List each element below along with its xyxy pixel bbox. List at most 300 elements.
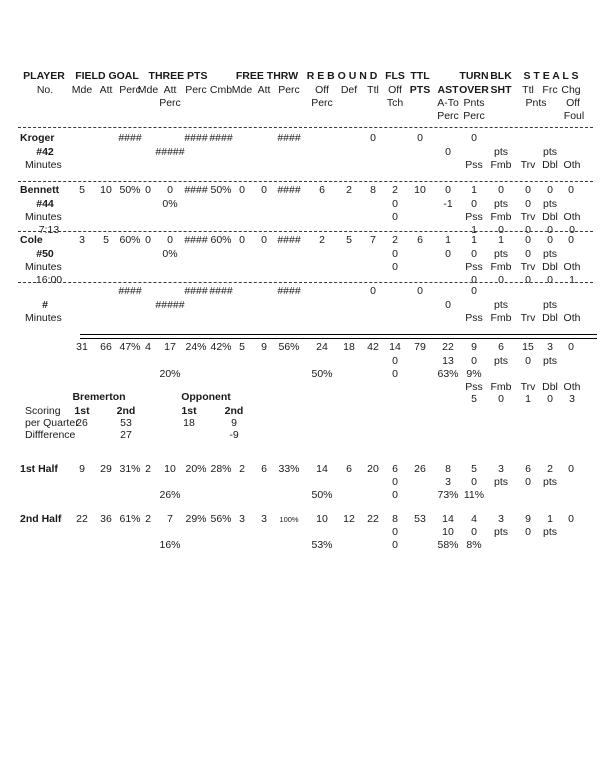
second-half-r1-tp_p: 29%: [185, 513, 207, 525]
first-half-r1-fg_p: 31%: [119, 463, 141, 475]
player-kroger-r2-blk: pts: [493, 146, 509, 158]
second-half-r3-ast: 58%: [437, 539, 459, 551]
player-cole-r3-to: Pss: [465, 261, 483, 273]
totals-r1-pts: 79: [414, 341, 426, 353]
player-kroger-r2-tp_a: #####: [155, 146, 185, 158]
totals-row-3: [0, 368, 600, 381]
player-bennett-r2-no: #44: [36, 198, 54, 210]
player-bennett-r2-tp_a: 0%: [162, 198, 178, 210]
player-bennett-row-2: [0, 198, 600, 211]
player-bennett-r1-st_f: 0: [547, 184, 553, 196]
player-kroger-r1-to: 0: [471, 132, 477, 144]
player-bennett-r4-oth: 0: [569, 224, 575, 236]
totals-r1-tp_m: 4: [145, 341, 151, 353]
scoring-r2-sc_b1: 1st: [74, 405, 90, 417]
first-half-r2-to: 0: [471, 476, 477, 488]
player-cole-r3-blk: Fmb: [490, 261, 512, 273]
totals-r5-to: 5: [471, 393, 477, 405]
player-cole-row-3: [0, 261, 600, 274]
header-row-2: [0, 84, 600, 97]
player-kroger-r3-to: Pss: [465, 159, 483, 171]
header-r1-grp_tp: THREE PTS: [148, 70, 208, 82]
totals-r1-st_t: 15: [522, 341, 534, 353]
totals-r1-st_f: 3: [547, 341, 553, 353]
player-bennett-r1-fls: 2: [392, 184, 398, 196]
second-half-r1-tp_a: 7: [167, 513, 173, 525]
second-half-r1-st_t: 9: [525, 513, 531, 525]
scoring-r1-sc_team1: Bremerton: [72, 391, 126, 403]
first-half-r2-blk: pts: [493, 476, 509, 488]
player-bennett-row-3: [0, 211, 600, 224]
header-r2-fls: Off: [388, 84, 402, 96]
totals-row-1: [0, 341, 600, 354]
header-r2-fg_p: Perc: [119, 84, 141, 96]
player-blank-row-2: [0, 299, 600, 312]
totals-separator-line: [80, 334, 597, 339]
player-cole-r3-fls: 0: [392, 261, 398, 273]
player-blank-r3-st_f: Dbl: [542, 312, 558, 324]
first-half-r1-fg_a: 29: [100, 463, 112, 475]
second-half-r1-rb_t: 22: [367, 513, 379, 525]
first-half-r1-tp_c: 28%: [210, 463, 232, 475]
player-bennett-r2-blk: pts: [493, 198, 509, 210]
totals-r4-to: Pss: [465, 381, 483, 393]
player-cole-r1-ft_a: 0: [261, 234, 267, 246]
totals-r5-st_f: 0: [547, 393, 553, 405]
player-kroger-row-1: [0, 132, 600, 145]
first-half-r1-rb_o: 14: [316, 463, 328, 475]
scoring-r4-sc_label: Diffference: [25, 429, 76, 441]
player-bennett-r4-time: 7:13: [38, 224, 60, 236]
first-half-r1-ft_p: 33%: [278, 463, 300, 475]
totals-r1-to: 9: [471, 341, 477, 353]
player-kroger-r1-pts: 0: [417, 132, 423, 144]
second-half-r2-fls: 0: [392, 526, 398, 538]
player-blank-r2-blk: pts: [493, 299, 509, 311]
player-bennett-r1-tp_p: ####: [184, 184, 208, 196]
player-cole-r1-fg_a: 5: [103, 234, 109, 246]
first-half-r3-to: 11%: [463, 489, 485, 501]
second-half-r3-to: 8%: [466, 539, 482, 551]
player-bennett-r2-ast: -1: [443, 198, 453, 210]
player-cole-r1-ast: 1: [445, 234, 451, 246]
player-kroger-r1-tp_c: ####: [209, 132, 233, 144]
header-r2-fg_a: Att: [99, 84, 113, 96]
second-half-r1-fg_m: 22: [76, 513, 88, 525]
player-kroger-r3-st_f: Dbl: [542, 159, 558, 171]
totals-r5-blk: 0: [498, 393, 504, 405]
second-half-r1-fg_p: 61%: [119, 513, 141, 525]
player-blank-r3-oth: Oth: [563, 312, 581, 324]
first-half-r1-rb_t: 20: [367, 463, 379, 475]
player-bennett-r3-blk: Fmb: [490, 211, 512, 223]
second-half-r1-tp_m: 2: [145, 513, 151, 525]
player-separator-line-4: [18, 282, 593, 283]
player-blank-r2-ast: 0: [445, 299, 451, 311]
player-blank-r3-st_t: Trv: [520, 312, 536, 324]
player-kroger-r1-fg_p: ####: [118, 132, 142, 144]
player-kroger-r2-no: #42: [36, 146, 54, 158]
player-cole-r1-rb_t: 7: [370, 234, 376, 246]
second-half-r3-tp_a: 16%: [159, 539, 181, 551]
player-cole-r1-fls: 2: [392, 234, 398, 246]
player-cole-r1-tp_a: 0: [167, 234, 173, 246]
player-cole-r1-rb_o: 2: [319, 234, 325, 246]
player-cole-r2-st_t: 0: [525, 248, 531, 260]
first-half-r1-tp_a: 10: [164, 463, 176, 475]
player-cole-r4-oth: 1: [569, 274, 575, 286]
header-r2-ft_m: Mde: [231, 84, 253, 96]
header-r2-pts: PTS: [409, 84, 431, 96]
totals-r1-st_c: 0: [568, 341, 574, 353]
player-cole-r4-to: 0: [471, 274, 477, 286]
player-cole-r2-tp_a: 0%: [162, 248, 178, 260]
player-cole-r1-to: 1: [471, 234, 477, 246]
header-row-4: [0, 110, 600, 123]
second-half-row-1: [0, 513, 600, 526]
header-r2-tp_a: Att: [163, 84, 177, 96]
first-half-row-2: [0, 476, 600, 489]
header-r3-fls: Tch: [386, 97, 404, 109]
header-r2-no: No.: [36, 84, 54, 96]
first-half-r1-blk: 3: [498, 463, 504, 475]
player-bennett-r1-tp_a: 0: [167, 184, 173, 196]
player-cole-r1-st_c: 0: [568, 234, 574, 246]
second-half-r1-fg_a: 36: [100, 513, 112, 525]
player-bennett-r1-st_c: 0: [568, 184, 574, 196]
second-half-r2-blk: pts: [493, 526, 509, 538]
player-bennett-r1-fg_m: 5: [79, 184, 85, 196]
player-cole-row-2: [0, 248, 600, 261]
totals-r1-rb_o: 24: [316, 341, 328, 353]
player-blank-r3-minutes: Minutes: [25, 312, 62, 324]
second-half-r1-fls: 8: [392, 513, 398, 525]
totals-r1-fg_a: 66: [100, 341, 112, 353]
player-kroger-r1-tp_p: ####: [184, 132, 208, 144]
header-r3-hdr_off: Off: [566, 97, 580, 109]
player-cole-r3-st_t: Trv: [520, 261, 536, 273]
scoring-r2-sc_o1: 1st: [181, 405, 197, 417]
player-separator-line-1: [18, 127, 593, 128]
player-kroger-r3-st_t: Trv: [520, 159, 536, 171]
player-bennett-r1-rb_t: 8: [370, 184, 376, 196]
scoring-r2-sc_o2: 2nd: [224, 405, 244, 417]
player-cole-r3-oth: Oth: [563, 261, 581, 273]
player-bennett-r1-rb_d: 2: [346, 184, 352, 196]
player-blank-r2-tp_a: #####: [155, 299, 185, 311]
header-r1-blk: BLK: [490, 70, 512, 82]
header-r1-grp_player: PLAYER: [23, 70, 65, 82]
totals-r1-ast: 22: [442, 341, 454, 353]
header-r1-grp_st: S T E A L S: [523, 70, 579, 82]
first-half-row-1: [0, 463, 600, 476]
player-blank-r1-fg_p: ####: [118, 285, 142, 297]
player-separator-line-3: [18, 231, 593, 232]
player-cole-r4-st_f: 0: [547, 274, 553, 286]
player-bennett-r1-blk: 0: [498, 184, 504, 196]
player-bennett-r2-st_f: pts: [542, 198, 558, 210]
scoring-r2-sc_b2: 2nd: [116, 405, 136, 417]
totals-r2-fls: 0: [392, 355, 398, 367]
scoring-r1-sc_team2: Opponent: [181, 391, 231, 403]
totals-r4-blk: Fmb: [490, 381, 512, 393]
player-cole-r1-fg_p: 60%: [119, 234, 141, 246]
player-blank-r1-pts: 0: [417, 285, 423, 297]
totals-r1-rb_d: 18: [343, 341, 355, 353]
header-r2-ast: AST: [437, 84, 459, 96]
totals-r2-ast: 13: [442, 355, 454, 367]
first-half-r1-tp_p: 20%: [185, 463, 207, 475]
player-cole-r1-tp_c: 60%: [210, 234, 232, 246]
player-bennett-r2-fls: 0: [392, 198, 398, 210]
header-r1-pts: TTL: [410, 70, 430, 82]
player-bennett-r3-minutes: Minutes: [25, 211, 62, 223]
player-bennett-r1-rb_o: 6: [319, 184, 325, 196]
player-bennett-r2-to: 0: [471, 198, 477, 210]
totals-r1-tp_a: 17: [164, 341, 176, 353]
player-bennett-r1-st_t: 0: [525, 184, 531, 196]
second-half-r1-to: 4: [471, 513, 477, 525]
totals-r4-st_t: Trv: [520, 381, 536, 393]
totals-r1-fg_p: 47%: [119, 341, 141, 353]
player-blank-r1-rb_t: 0: [370, 285, 376, 297]
scoring-r3-sc_b1: 26: [76, 417, 88, 429]
second-half-r1-blk: 3: [498, 513, 504, 525]
header-r1-to: TURN: [459, 70, 489, 82]
first-half-row-3: [0, 489, 600, 502]
player-kroger-r3-oth: Oth: [563, 159, 581, 171]
first-half-r3-ast: 73%: [437, 489, 459, 501]
totals-r1-ft_p: 56%: [278, 341, 300, 353]
totals-r5-st_t: 1: [525, 393, 531, 405]
first-half-r1-st_c: 0: [568, 463, 574, 475]
player-cole-r2-blk: pts: [493, 248, 509, 260]
first-half-r1-ft_a: 6: [261, 463, 267, 475]
header-r3-hdr_pnts2: Pnts: [525, 97, 547, 109]
first-half-r2-fls: 0: [392, 476, 398, 488]
first-half-r1-player: 1st Half: [20, 463, 58, 475]
second-half-r1-ast: 14: [442, 513, 454, 525]
second-half-row-3: [0, 539, 600, 552]
header-r2-st_c: Chg: [561, 84, 581, 96]
header-r2-rb_t: Ttl: [367, 84, 379, 96]
player-blank-r3-blk: Fmb: [490, 312, 512, 324]
player-bennett-r3-to: Pss: [465, 211, 483, 223]
first-half-r1-tp_m: 2: [145, 463, 151, 475]
totals-r1-ft_a: 9: [261, 341, 267, 353]
scoring-r3-sc_label: per Quarter: [25, 417, 79, 429]
totals-r3-tp_a: 20%: [159, 368, 181, 380]
player-cole-r2-ast: 0: [445, 248, 451, 260]
header-r4-to: Perc: [463, 110, 485, 122]
header-r1-grp_fg: FIELD GOAL: [75, 70, 139, 82]
totals-r5-oth: 3: [569, 393, 575, 405]
first-half-r1-to: 5: [471, 463, 477, 475]
totals-r2-to: 0: [471, 355, 477, 367]
player-blank-r1-tp_p: ####: [184, 285, 208, 297]
player-cole-r1-pts: 6: [417, 234, 423, 246]
first-half-r1-fls: 6: [392, 463, 398, 475]
player-bennett-r4-st_f: 0: [547, 224, 553, 236]
player-cole-r1-rb_d: 5: [346, 234, 352, 246]
header-row-3: [0, 97, 600, 110]
player-bennett-r1-fg_p: 50%: [119, 184, 141, 196]
first-half-r1-pts: 26: [414, 463, 426, 475]
header-r3-rb_o: Perc: [311, 97, 333, 109]
player-kroger-r2-ast: 0: [445, 146, 451, 158]
totals-r4-st_f: Dbl: [542, 381, 558, 393]
totals-r3-ast: 63%: [437, 368, 459, 380]
scoring-r3-sc_o1: 18: [183, 417, 195, 429]
player-cole-r1-player: Cole: [20, 234, 43, 246]
first-half-r1-st_t: 6: [525, 463, 531, 475]
player-cole-r3-st_f: Dbl: [542, 261, 558, 273]
player-kroger-r2-st_f: pts: [542, 146, 558, 158]
totals-r3-rb_o: 50%: [311, 368, 333, 380]
totals-r2-st_t: 0: [525, 355, 531, 367]
player-bennett-r1-fg_a: 10: [100, 184, 112, 196]
header-r3-to: Pnts: [463, 97, 485, 109]
second-half-r1-ft_p: 100%: [279, 515, 299, 524]
totals-r1-blk: 6: [498, 341, 504, 353]
second-half-r1-player: 2nd Half: [20, 513, 62, 525]
scoring-r3-sc_o2: 9: [231, 417, 237, 429]
player-separator-line-2: [18, 181, 593, 182]
player-bennett-r1-pts: 10: [414, 184, 426, 196]
player-bennett-r1-ft_p: ####: [277, 184, 301, 196]
header-r1-grp_rb: R E B O U N D: [306, 70, 378, 82]
scoring-r4-sc_o2: -9: [229, 429, 239, 441]
header-r2-ft_p: Perc: [278, 84, 300, 96]
scoring-r3-sc_b2: 53: [120, 417, 132, 429]
player-cole-r2-no: #50: [36, 248, 54, 260]
second-half-r1-pts: 53: [414, 513, 426, 525]
player-bennett-r3-oth: Oth: [563, 211, 581, 223]
player-bennett-r3-st_f: Dbl: [542, 211, 558, 223]
totals-r4-oth: Oth: [563, 381, 581, 393]
first-half-r1-ast: 8: [445, 463, 451, 475]
player-blank-r1-ft_p: ####: [277, 285, 301, 297]
first-half-r3-fls: 0: [392, 489, 398, 501]
second-half-r1-ft_m: 3: [239, 513, 245, 525]
player-bennett-r3-fls: 0: [392, 211, 398, 223]
player-kroger-row-2: [0, 146, 600, 159]
second-half-r2-ast: 10: [442, 526, 454, 538]
first-half-r1-rb_d: 6: [346, 463, 352, 475]
player-cole-r1-fg_m: 3: [79, 234, 85, 246]
second-half-r1-st_f: 1: [547, 513, 553, 525]
scoring-row-1: [0, 391, 600, 404]
header-r2-tp_m: Mde: [137, 84, 159, 96]
first-half-r3-rb_o: 50%: [311, 489, 333, 501]
player-bennett-r2-st_t: 0: [525, 198, 531, 210]
player-bennett-r4-st_t: 0: [525, 224, 531, 236]
second-half-r2-to: 0: [471, 526, 477, 538]
player-bennett-r3-st_t: Trv: [520, 211, 536, 223]
header-r1-fls: FLS: [385, 70, 405, 82]
player-cole-r1-ft_m: 0: [239, 234, 245, 246]
player-bennett-r1-tp_c: 50%: [210, 184, 232, 196]
header-r2-st_t: Ttl: [522, 84, 534, 96]
scoring-r4-sc_b2: 27: [120, 429, 132, 441]
header-r2-fg_m: Mde: [71, 84, 93, 96]
player-kroger-r1-rb_t: 0: [370, 132, 376, 144]
totals-r1-rb_t: 42: [367, 341, 379, 353]
totals-r1-fg_m: 31: [76, 341, 88, 353]
player-bennett-r1-ft_m: 0: [239, 184, 245, 196]
second-half-r1-rb_o: 10: [316, 513, 328, 525]
player-cole-r4-blk: 0: [498, 274, 504, 286]
player-cole-r2-to: 0: [471, 248, 477, 260]
first-half-r1-st_f: 2: [547, 463, 553, 475]
player-blank-r1-tp_c: ####: [209, 285, 233, 297]
second-half-r1-tp_c: 56%: [210, 513, 232, 525]
player-blank-r2-no: #: [42, 299, 48, 311]
player-kroger-r1-player: Kroger: [20, 132, 55, 144]
header-r2-st_f: Frc: [542, 84, 558, 96]
second-half-r1-ft_a: 3: [261, 513, 267, 525]
second-half-r3-fls: 0: [392, 539, 398, 551]
player-cole-r2-st_f: pts: [542, 248, 558, 260]
player-blank-r3-to: Pss: [465, 312, 483, 324]
player-cole-r1-tp_m: 0: [145, 234, 151, 246]
player-kroger-r3-minutes: Minutes: [25, 159, 62, 171]
player-cole-r1-blk: 1: [498, 234, 504, 246]
header-r2-rb_o: Off: [315, 84, 329, 96]
second-half-row-2: [0, 526, 600, 539]
header-row-1: [0, 70, 600, 83]
player-cole-row-1: [0, 234, 600, 247]
first-half-r1-fg_m: 9: [79, 463, 85, 475]
second-half-r2-st_t: 0: [525, 526, 531, 538]
header-r3-ast: A-To: [437, 97, 459, 109]
totals-r1-tp_p: 24%: [185, 341, 207, 353]
player-cole-r1-st_f: 0: [547, 234, 553, 246]
second-half-r1-st_c: 0: [568, 513, 574, 525]
player-blank-r1-to: 0: [471, 285, 477, 297]
player-bennett-r1-tp_m: 0: [145, 184, 151, 196]
player-kroger-row-3: [0, 159, 600, 172]
player-cole-r1-tp_p: ####: [184, 234, 208, 246]
player-bennett-r1-to: 1: [471, 184, 477, 196]
player-kroger-r1-ft_p: ####: [277, 132, 301, 144]
header-r2-tp_c: Cmb: [209, 84, 233, 96]
header-r2-rb_d: Def: [340, 84, 358, 96]
header-r2-to: OVER: [459, 84, 489, 96]
scoring-row-4: [0, 429, 600, 442]
player-bennett-r4-to: 1: [471, 224, 477, 236]
header-r4-hdr_foul: Foul: [563, 110, 585, 122]
player-bennett-r4-blk: 0: [498, 224, 504, 236]
player-blank-row-3: [0, 312, 600, 325]
player-bennett-r1-ast: 0: [445, 184, 451, 196]
totals-row-2: [0, 355, 600, 368]
header-r3-tp_a: Perc: [159, 97, 181, 109]
player-blank-r2-st_f: pts: [542, 299, 558, 311]
totals-r3-to: 9%: [466, 368, 482, 380]
player-cole-r2-fls: 0: [392, 248, 398, 260]
player-cole-r3-minutes: Minutes: [25, 261, 62, 273]
first-half-r2-st_f: pts: [542, 476, 558, 488]
player-kroger-r3-blk: Fmb: [490, 159, 512, 171]
first-half-r2-ast: 3: [445, 476, 451, 488]
player-bennett-row-1: [0, 184, 600, 197]
totals-r1-ft_m: 5: [239, 341, 245, 353]
header-r1-grp_ft: FREE THRW: [235, 70, 299, 82]
first-half-r1-ft_m: 2: [239, 463, 245, 475]
header-r2-tp_p: Perc: [185, 84, 207, 96]
totals-r1-fls: 14: [389, 341, 401, 353]
